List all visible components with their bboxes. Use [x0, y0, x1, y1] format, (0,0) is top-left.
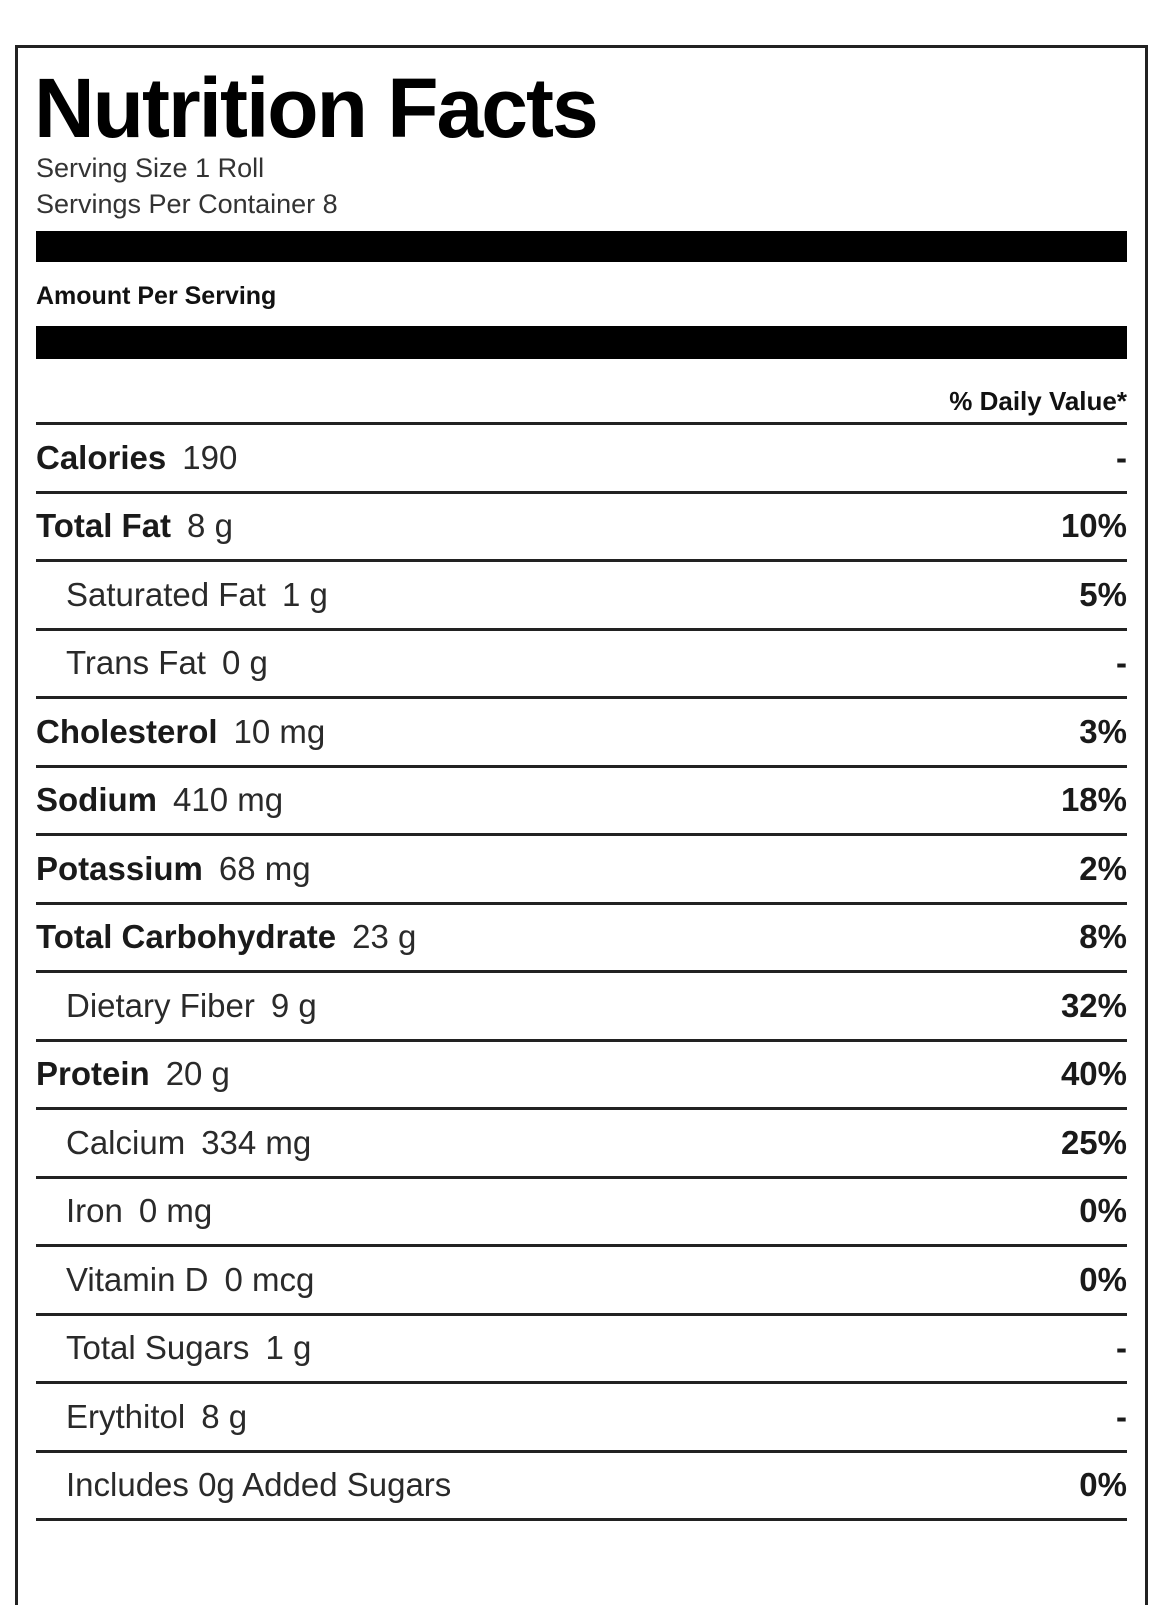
nutrient-daily-value: 0%: [1079, 1466, 1127, 1504]
nutrient-amount: 8 g: [201, 1397, 248, 1435]
thick-divider-middle: [36, 326, 1127, 359]
nutrient-row: [36, 494, 1127, 563]
nutrient-amount: 1 g: [265, 1329, 312, 1367]
nutrient-row: [36, 1453, 1127, 1522]
nutrient-daily-value: 32%: [1060, 986, 1127, 1024]
nutrient-row: [36, 1384, 1127, 1453]
nutrient-name: Dietary Fiber: [66, 986, 255, 1024]
nutrient-row: [36, 425, 1127, 494]
nutrient-daily-value: 18%: [1060, 781, 1127, 819]
nutrient-row: [36, 1247, 1127, 1316]
nutrient-amount: 410 mg: [173, 781, 284, 819]
nutrient-amount: 0 mg: [138, 1192, 213, 1230]
nutrient-amount: 190: [182, 438, 238, 476]
nutrient-daily-value: 0%: [1079, 1192, 1127, 1230]
nutrient-name: Calories: [36, 438, 167, 476]
nutrient-daily-value: 0%: [1079, 1260, 1127, 1298]
nutrient-amount: 20 g: [165, 1055, 230, 1093]
nutrient-row: [36, 562, 1127, 631]
thick-divider-top: [36, 231, 1127, 262]
nutrient-daily-value: 8%: [1079, 918, 1127, 956]
nutrient-name: Includes 0g Added Sugars: [66, 1466, 452, 1504]
nutrient-amount: 23 g: [352, 918, 417, 956]
nutrient-row: [36, 905, 1127, 974]
nutrient-amount: 334 mg: [201, 1123, 312, 1161]
nutrient-row: [36, 836, 1127, 905]
nutrient-daily-value: -: [1116, 1329, 1127, 1367]
nutrient-name: Total Fat: [36, 507, 172, 545]
servings-per-container: Servings Per Container 8: [36, 189, 338, 219]
nutrient-row: [36, 768, 1127, 837]
nutrient-daily-value: -: [1116, 644, 1127, 682]
amount-per-serving-heading: Amount Per Serving: [36, 282, 277, 310]
nutrient-row: [36, 973, 1127, 1042]
nutrient-daily-value: 5%: [1079, 575, 1127, 613]
nutrient-name: Sodium: [36, 781, 157, 819]
nutrient-name: Cholesterol: [36, 712, 218, 750]
nutrient-rows: [36, 422, 1127, 1521]
nutrient-name: Iron: [66, 1192, 123, 1230]
nutrient-name: Saturated Fat: [66, 575, 266, 613]
nutrient-amount: 68 mg: [218, 849, 311, 887]
nutrient-amount: 1 g: [281, 575, 328, 613]
nutrient-amount: 0 g: [221, 644, 268, 682]
nutrient-name: Potassium: [36, 849, 203, 887]
serving-size: Serving Size 1 Roll: [36, 153, 265, 183]
nutrient-daily-value: 2%: [1079, 849, 1127, 887]
nutrient-daily-value: 3%: [1079, 712, 1127, 750]
nutrient-row: [36, 1042, 1127, 1111]
nutrient-amount: 9 g: [270, 986, 317, 1024]
nutrient-amount: 8 g: [187, 507, 233, 545]
nutrient-row: [36, 1316, 1127, 1385]
nutrient-name: Vitamin D: [66, 1260, 209, 1298]
nutrient-name: Calcium: [66, 1123, 186, 1161]
nutrient-row: [36, 699, 1127, 768]
nutrient-name: Protein: [36, 1055, 150, 1093]
nutrient-daily-value: -: [1116, 438, 1127, 476]
nutrient-daily-value: -: [1116, 1397, 1127, 1435]
nutrient-amount: 10 mg: [233, 712, 326, 750]
nutrient-daily-value: 40%: [1060, 1055, 1127, 1093]
nutrient-name: Total Sugars: [66, 1329, 250, 1367]
nutrient-daily-value: 25%: [1060, 1123, 1127, 1161]
nutrient-row: [36, 1179, 1127, 1248]
label-title: Nutrition Facts: [34, 61, 597, 155]
nutrient-row: [36, 631, 1127, 700]
nutrient-name: Erythitol: [66, 1397, 186, 1435]
nutrient-row: [36, 1110, 1127, 1179]
nutrient-amount: 0 mcg: [224, 1260, 315, 1298]
nutrient-name: Trans Fat: [66, 644, 206, 682]
daily-value-header: % Daily Value*: [949, 386, 1127, 416]
nutrient-daily-value: 10%: [1060, 507, 1127, 545]
nutrition-label: [15, 45, 1148, 1605]
nutrient-name: Total Carbohydrate: [36, 918, 337, 956]
